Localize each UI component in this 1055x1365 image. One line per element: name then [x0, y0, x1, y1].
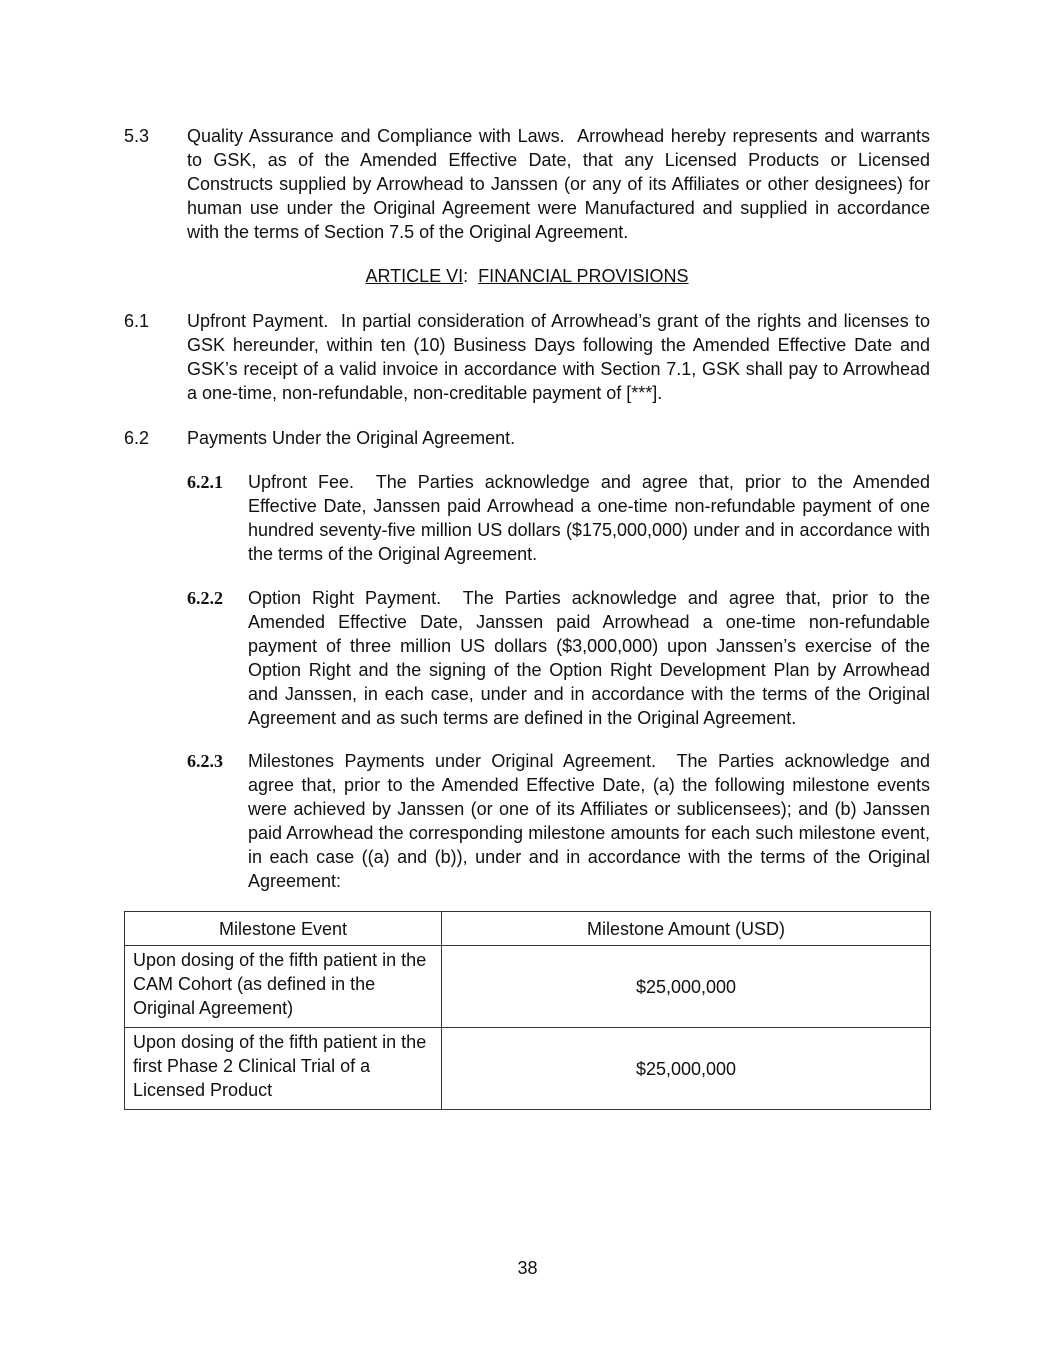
article-heading — [124, 264, 930, 288]
subsection-body — [248, 470, 930, 566]
milestone-table — [124, 911, 931, 1110]
section-heading: Quality Assurance and Compliance with Laws. — [187, 126, 565, 146]
subsection-number: 6.2.2 — [187, 588, 223, 608]
article-title: FINANCIAL PROVISIONS — [478, 266, 689, 286]
section-6-2-3 — [187, 749, 930, 893]
column-header-milestone-amount: Milestone Amount (USD) — [442, 912, 931, 946]
section-5-3 — [124, 124, 930, 244]
section-number: 6.1 — [124, 311, 150, 331]
section-text: In partial consideration of Arrowhead’s grant of the rights and licenses to GSK hereunder, within ten (10) Business Days following the Amended Effective Date and GSK’s receipt of a valid invoice in accordance with Section 7.1, GSK shall pay to Arrowhead a one-time, non-refundable, non-creditable payment of [***]. — [187, 311, 930, 403]
column-header-milestone-event: Milestone Event — [125, 912, 442, 946]
milestone-event-cell: Upon dosing of the fifth patient in the first Phase 2 Clinical Trial of a Licensed Product — [125, 1028, 442, 1110]
subsection-number: 6.2.3 — [187, 751, 223, 771]
subsection-body — [248, 749, 930, 893]
section-heading: Payments Under the Original Agreement. — [187, 428, 516, 448]
subsection-text: The Parties acknowledge and agree that, prior to the Amended Effective Date, Janssen paid Arrowhead a one-time non-refundable payment of three million US dollars ($3,000,000) upon Janssen’s exercise of the Option Right and the signing of the Option Right Development Plan by Arrowhead and Janssen, in each case, under and in accordance with the terms of the Original Agreement and as such terms are defined in the Original Agreement. — [248, 588, 930, 728]
milestone-event-cell: Upon dosing of the fifth patient in the CAM Cohort (as defined in the Original Agreement) — [125, 946, 442, 1028]
section-body — [187, 124, 930, 244]
subsection-text: The Parties acknowledge and agree that, prior to the Amended Effective Date, (a) the following milestone events were achieved by Janssen (or one of its Affiliates or sublicensees); and (b) Janssen paid Arrowhead the corresponding milestone amounts for each such milestone event, in each case ((a) and (b)), under and in accordance with the terms of the Original Agreement: — [248, 751, 930, 891]
subsection-heading: Milestones Payments under Original Agreement. — [248, 751, 656, 771]
section-6-2-1 — [187, 470, 930, 566]
subsection-number: 6.2.1 — [187, 472, 223, 492]
section-heading: Upfront Payment. — [187, 311, 329, 331]
page-number: 38 — [517, 1258, 538, 1278]
section-6-2-2 — [187, 586, 930, 730]
milestone-amount-cell: $25,000,000 — [442, 946, 931, 1028]
table-row — [125, 1028, 931, 1110]
section-body — [187, 309, 930, 405]
section-body — [187, 426, 930, 450]
section-number: 5.3 — [124, 126, 150, 146]
article-separator: : — [463, 266, 469, 286]
table-header-row — [125, 912, 931, 946]
subsection-text: The Parties acknowledge and agree that, prior to the Amended Effective Date, Janssen paid Arrowhead a one-time non-refundable payment of one hundred seventy-five million US dollars ($175,000,000) under and in accordance with the terms of the Original Agreement. — [248, 472, 930, 564]
section-text: Arrowhead hereby represents and warrants to GSK, as of the Amended Effective Date, that any Licensed Products or Licensed Constructs supplied by Arrowhead to Janssen (or any of its Affiliates or other designees) for human use under the Original Agreement were Manufactured and supplied in accordance with the terms of Section 7.5 of the Original Agreement. — [187, 126, 931, 242]
subsection-body — [248, 586, 930, 730]
subsection-heading: Option Right Payment. — [248, 588, 442, 608]
subsection-heading: Upfront Fee. — [248, 472, 355, 492]
milestone-amount-cell: $25,000,000 — [442, 1028, 931, 1110]
article-number: ARTICLE VI — [365, 266, 464, 286]
section-6-1 — [124, 309, 930, 405]
section-number: 6.2 — [124, 428, 150, 448]
section-6-2 — [124, 426, 930, 450]
table-row — [125, 946, 931, 1028]
